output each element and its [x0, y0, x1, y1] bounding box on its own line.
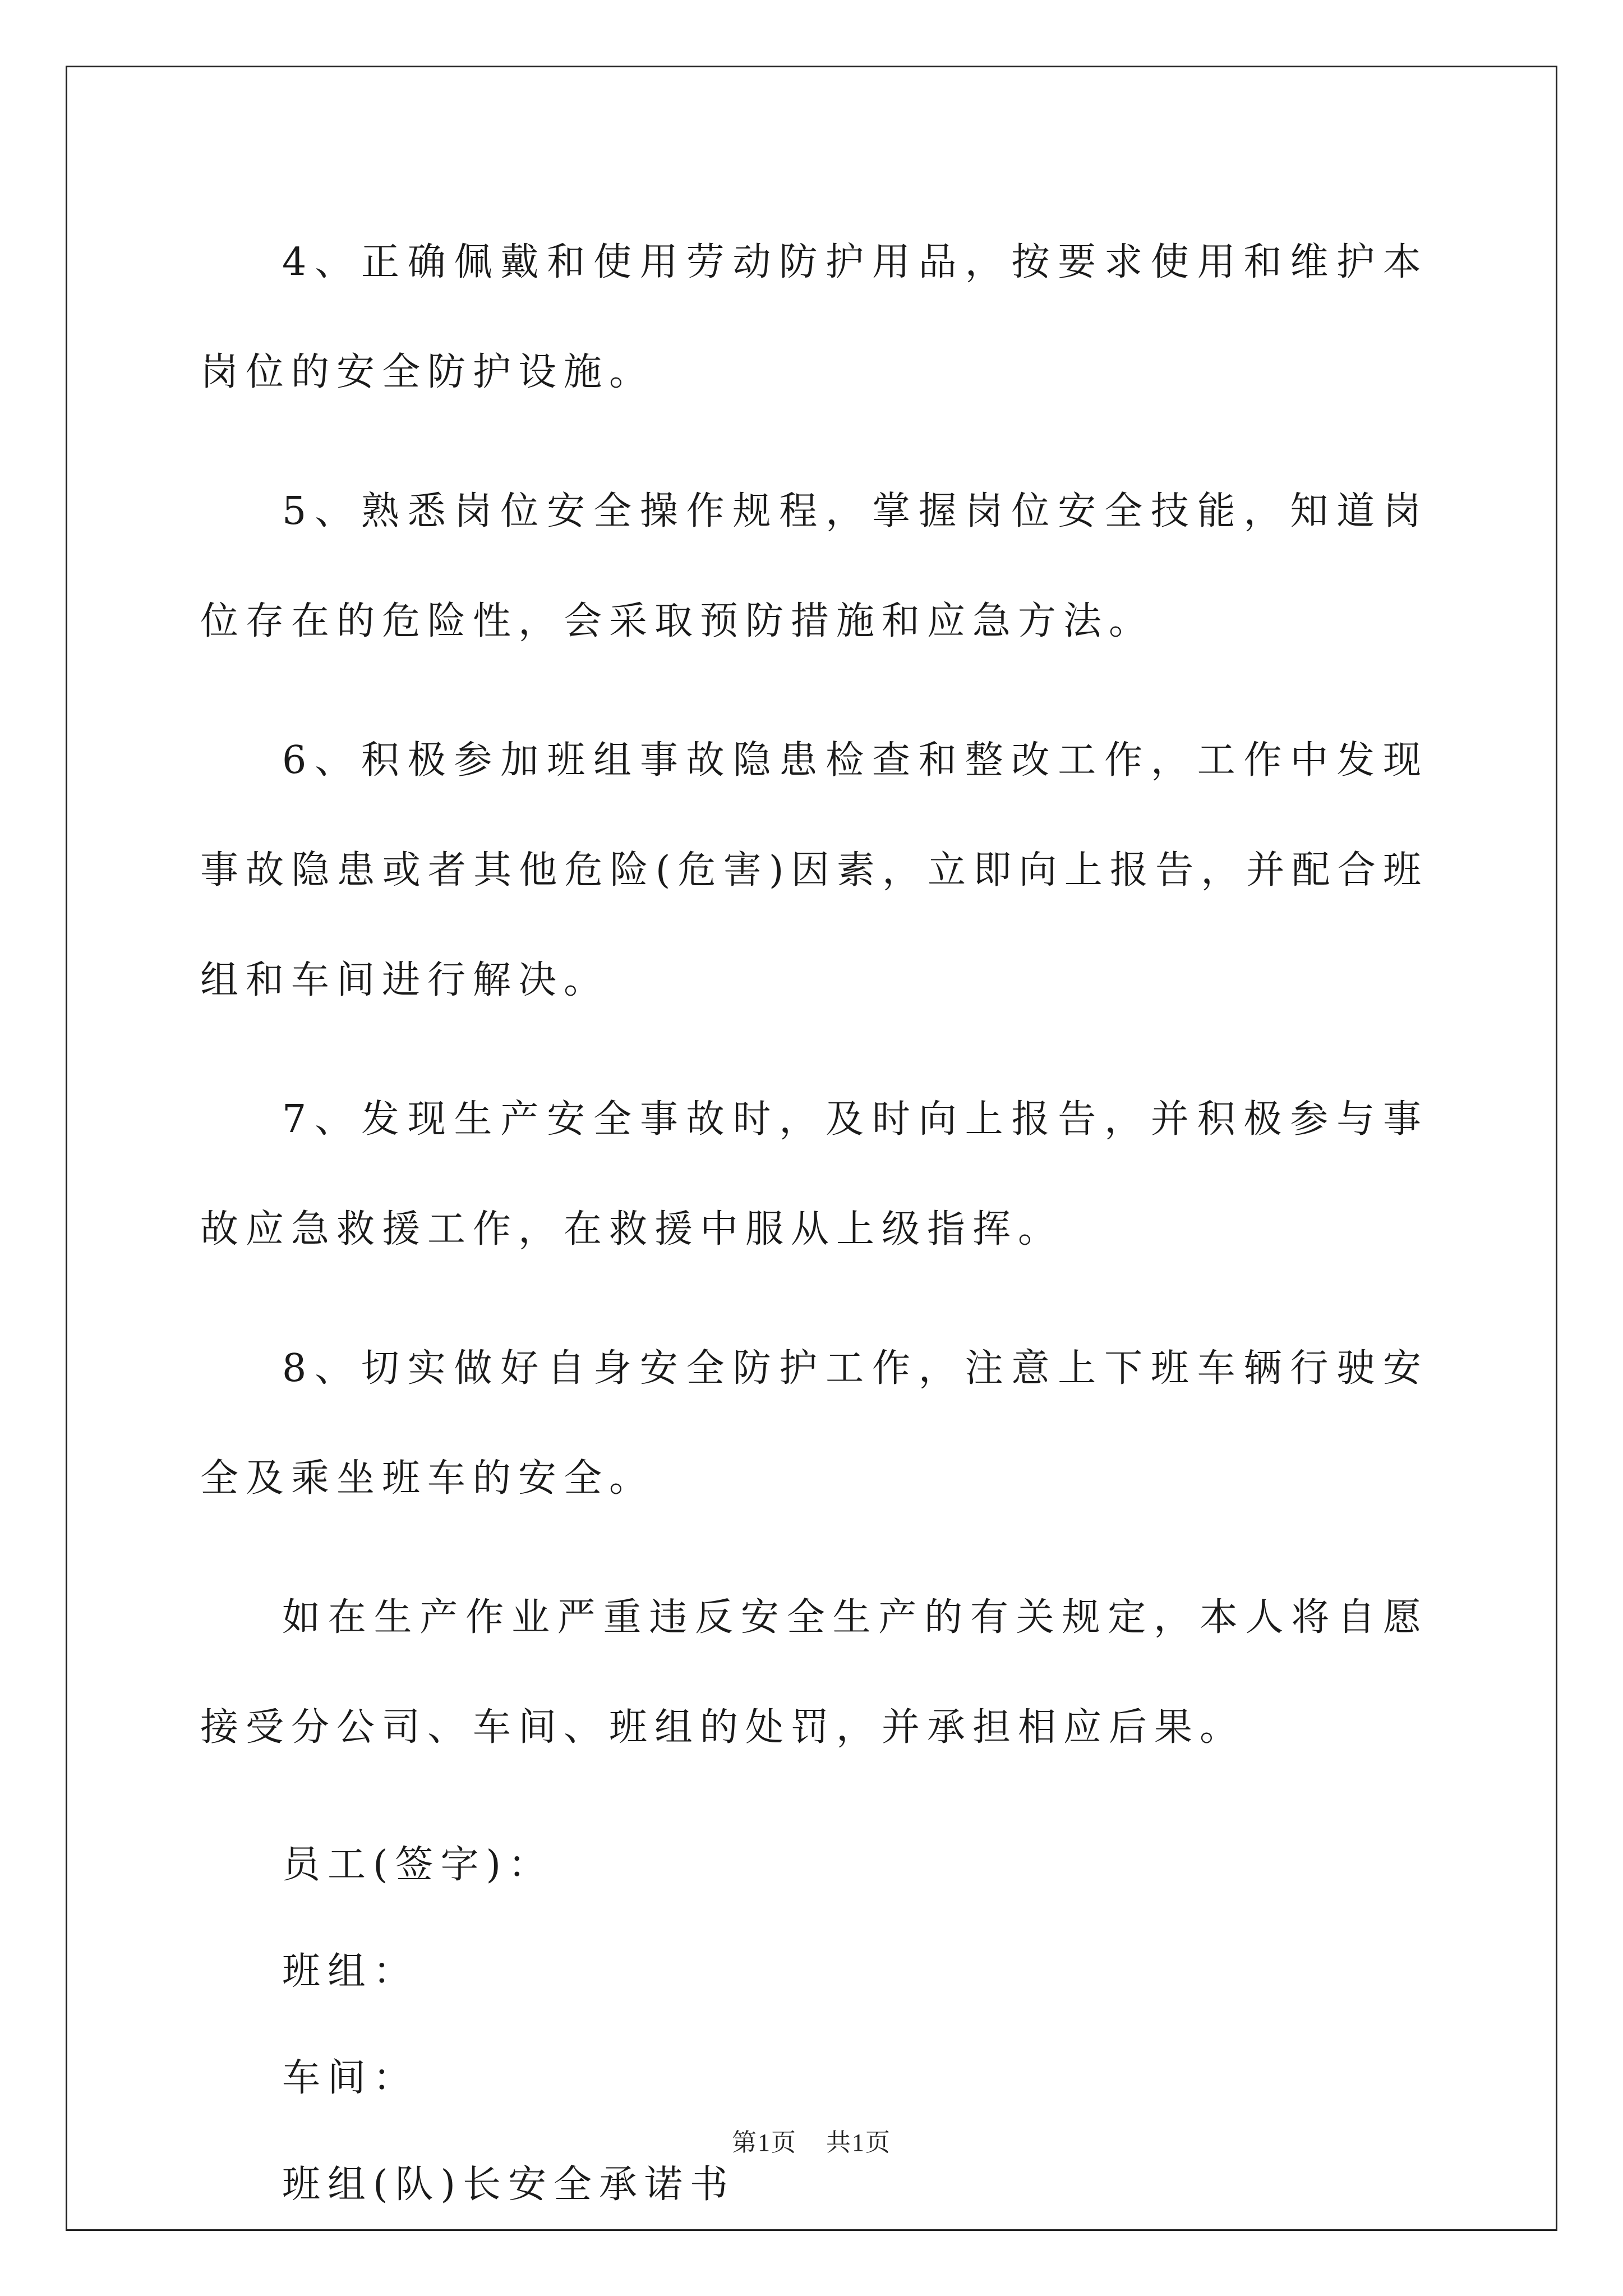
paragraph-item-7: 7、发现生产安全事故时，及时向上报告，并积极参与事故应急救援工作，在救援中服从上级指挥。 [200, 1097, 1428, 1251]
paragraph-item-8: 8、切实做好自身安全防护工作，注意上下班车辆行驶安全及乘坐班车的安全。 [200, 1346, 1428, 1501]
next-section-title: 班组(队)长安全承诺书 [282, 2162, 736, 2207]
employee-signature-line: 员工(签字)： [282, 1843, 554, 1887]
document-body [200, 208, 1428, 2238]
page-total: 共1页 [826, 2129, 891, 2156]
page-footer [0, 2122, 1623, 2158]
paragraph-item-5: 5、熟悉岗位安全操作规程，掌握岗位安全技能，知道岗位存在的危险性，会采取预防措施和应急方法。 [200, 489, 1428, 643]
paragraph-item-6: 6、积极参加班组事故隐患检查和整改工作，工作中发现事故隐患或者其他危险(危害)因素，立即向上报告，并配合班组和车间进行解决。 [200, 738, 1428, 1002]
workshop-signature-line: 车间： [282, 2056, 419, 2100]
paragraph-violation-statement: 如在生产作业严重违反安全生产的有关规定，本人将自愿接受分公司、车间、班组的处罚，并承担相应后果。 [200, 1595, 1428, 1750]
paragraph-item-4: 4、正确佩戴和使用劳动防护用品，按要求使用和维护本岗位的安全防护设施。 [200, 240, 1428, 394]
page-number: 第1页 [732, 2129, 797, 2156]
team-signature-line: 班组： [282, 1949, 419, 1994]
